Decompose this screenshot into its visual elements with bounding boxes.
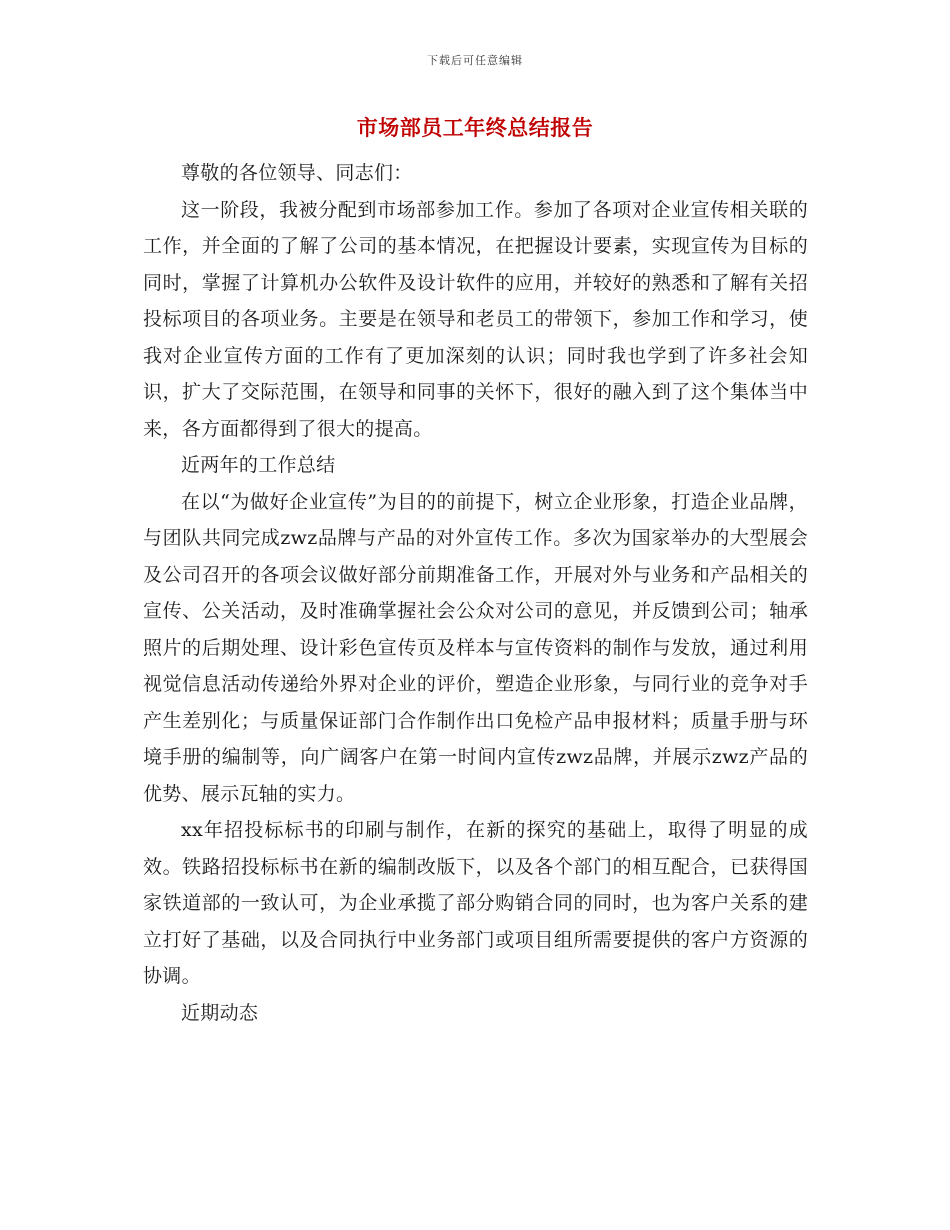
header-note: 下载后可任意编辑 [427,54,523,67]
bidding-paragraph: xx年招投标标书的印刷与制作，在新的探究的基础上，取得了明显的成效。铁路招投标标书在新的编制改版下，以及各个部门的相互配合，已获得国家铁道部的一致认可，为企业承揽了部分购销合同的同时，也为客户关系的建立打好了基础，以及合同执行中业务部门或项目组所需要提供的客户方资源的协调。 [143,819,808,987]
salutation-paragraph: 尊敬的各位领导、同志们： [181,162,413,184]
section-heading-recent-news: 近期动态 [181,1001,259,1024]
work-summary-paragraph: 在以“为做好企业宣传”为目的的前提下，树立企业形象，打造企业品牌，与团队共同完成zwz品牌与产品的对外宣传工作。多次为国家举办的大型展会及公司召开的各项会议做好部分前期准备工作，开展对外与业务和产品相关的宣传、公关活动，及时准确掌握社会公众对公司的意见，并反馈到公司；轴承照片的后期处理、设计彩色宣传页及样本与宣传资料的制作与发放，通过利用视觉信息活动传递给外界对企业的评价，塑造企业形象，与同行业的竞争对手产生差别化；与质量保证部门合作制作出口免检产品申报材料；质量手册与环境手册的编制等，向广阔客户在第一时间内宣传zwz品牌，并展示zwz产品的优势、展示瓦轴的实力。 [143,490,808,805]
document-title: 市场部员工年终总结报告 [356,115,594,140]
document-body [143,155,808,1031]
section-heading-work-summary: 近两年的工作总结 [181,454,336,476]
intro-paragraph: 这一阶段，我被分配到市场部参加工作。参加了各项对企业宣传相关联的工作，并全面的了解了公司的基本情况，在把握设计要素，实现宣传为目标的同时，掌握了计算机办公软件及设计软件的应用，并较好的熟悉和了解有关招投标项目的各项业务。主要是在领导和老员工的带领下，参加工作和学习，使我对企业宣传方面的工作有了更加深刻的认识；同时我也学到了许多社会知识，扩大了交际范围，在领导和同事的关怀下，很好的融入到了这个集体当中来，各方面都得到了很大的提高。 [143,198,808,440]
